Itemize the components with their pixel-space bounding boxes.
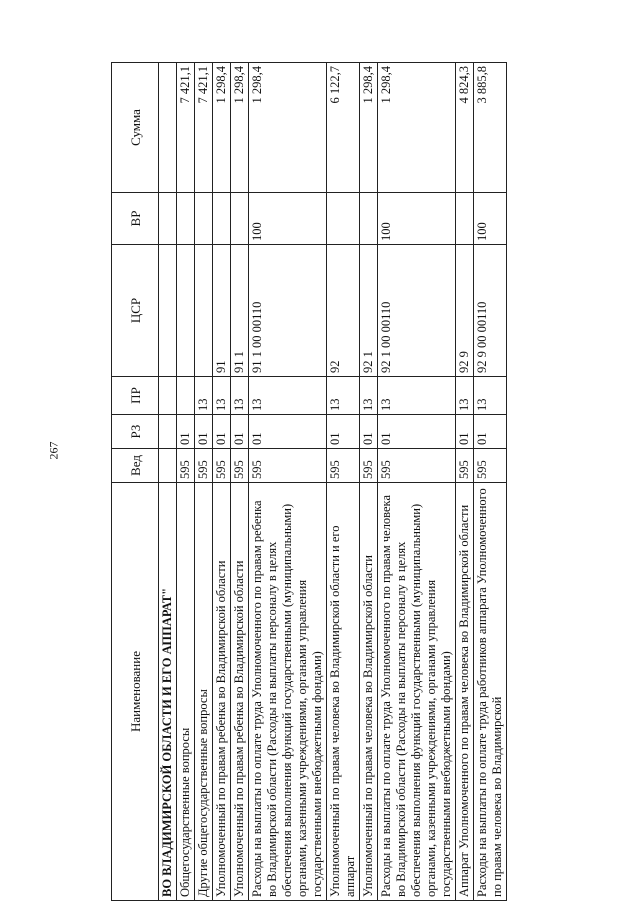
table-row [213, 63, 231, 901]
title-row [159, 63, 177, 901]
cell-name: Другие общегосударственные вопросы [195, 483, 213, 901]
cell-vr: 100 [249, 193, 327, 245]
cell-rz: 01 [231, 415, 249, 449]
cell-rz: 01 [378, 415, 456, 449]
cell-ved: 595 [177, 449, 195, 483]
cell-ved: 595 [474, 449, 507, 483]
cell-ved: 595 [213, 449, 231, 483]
cell-pr: 13 [474, 377, 507, 415]
cell-name: Уполномоченный по правам ребенка во Владимирской области [213, 483, 231, 901]
table-row [231, 63, 249, 901]
cell-sum: 7 421,1 [177, 63, 195, 193]
cell-sum: 3 885,8 [474, 63, 507, 193]
table-row [456, 63, 474, 901]
cell-rz: 01 [195, 415, 213, 449]
cell-rz: 01 [327, 415, 360, 449]
cell-pr [177, 377, 195, 415]
cell-name: Уполномоченный по правам человека во Владимирской области [360, 483, 378, 901]
cell-vr [177, 193, 195, 245]
cell-vr [456, 193, 474, 245]
cell-rz: 01 [249, 415, 327, 449]
cell-pr: 13 [213, 377, 231, 415]
table-row [378, 63, 456, 901]
cell-name: Расходы на выплаты по оплате труда Уполномоченного по правам человека во Владимирской области (Расходы на выплаты персоналу в целях обеспечения выполнения функций государственными (муниципальными) органами, казенными учреждениями, органами управления государственными внебюджетными фондами) [378, 483, 456, 901]
cell-pr: 13 [231, 377, 249, 415]
cell-csr: 92 9 00 00110 [474, 245, 507, 377]
cell-name: Общегосударственные вопросы [177, 483, 195, 901]
cell-rz: 01 [177, 415, 195, 449]
cell-csr: 92 [327, 245, 360, 377]
col-header-rz: РЗ [112, 415, 159, 449]
table-header-row [112, 63, 159, 901]
cell-sum: 7 421,1 [195, 63, 213, 193]
cell-rz: 01 [360, 415, 378, 449]
col-header-ved: Вед [112, 449, 159, 483]
cell-vr [327, 193, 360, 245]
cell-rz: 01 [474, 415, 507, 449]
cell-sum: 4 824,3 [456, 63, 474, 193]
cell-sum: 1 298,4 [249, 63, 327, 193]
rotated-page [111, 63, 632, 901]
cell-pr: 13 [327, 377, 360, 415]
table-row [249, 63, 327, 901]
cell-vr [360, 193, 378, 245]
page-number: 267 [46, 441, 61, 460]
cell-csr: 91 1 [231, 245, 249, 377]
table-row [177, 63, 195, 901]
cell-csr: 91 1 00 00110 [249, 245, 327, 377]
cell-ved: 595 [456, 449, 474, 483]
cell-sum: 1 298,4 [231, 63, 249, 193]
cell-ved: 595 [249, 449, 327, 483]
cell-name: Аппарат Уполномоченного по правам человека во Владимирской области [456, 483, 474, 901]
cell-vr: 100 [474, 193, 507, 245]
cell-sum: 1 298,4 [378, 63, 456, 193]
cell-name: Расходы на выплаты по оплате труда работников аппарата Уполномоченного по правам человека во Владимирской [474, 483, 507, 901]
cell-rz: 01 [213, 415, 231, 449]
cell-csr: 92 9 [456, 245, 474, 377]
cell-ved: 595 [231, 449, 249, 483]
cell-ved: 595 [195, 449, 213, 483]
cell-ved: 595 [378, 449, 456, 483]
col-header-sum: Сумма [112, 63, 159, 193]
cell-sum: 6 122,7 [327, 63, 360, 193]
col-header-pr: ПР [112, 377, 159, 415]
cell-vr [213, 193, 231, 245]
cell-csr: 92 1 00 00110 [378, 245, 456, 377]
cell-sum: 1 298,4 [213, 63, 231, 193]
cell-csr: 92 1 [360, 245, 378, 377]
cell-vr [231, 193, 249, 245]
cell-csr [195, 245, 213, 377]
cell-name: Уполномоченный по правам ребенка во Владимирской области [231, 483, 249, 901]
cell-vr [195, 193, 213, 245]
cell-rz: 01 [456, 415, 474, 449]
cell-pr: 13 [456, 377, 474, 415]
table-row [474, 63, 507, 901]
title-cell: ВО ВЛАДИМИРСКОЙ ОБЛАСТИ И ЕГО АППАРАТ" [159, 483, 177, 901]
cell-pr: 13 [360, 377, 378, 415]
cell-pr: 13 [195, 377, 213, 415]
table-row [327, 63, 360, 901]
cell-vr: 100 [378, 193, 456, 245]
cell-csr [177, 245, 195, 377]
col-header-vr: ВР [112, 193, 159, 245]
col-header-name: Наименование [112, 483, 159, 901]
cell-sum: 1 298,4 [360, 63, 378, 193]
cell-name: Расходы на выплаты по оплате труда Уполномоченного по правам ребенка во Владимирской области (Расходы на выплаты персоналу в целях обеспечения выполнения функций государственными (муниципальными) органами, казенными учреждениями, органами управления государственными внебюджетными фондами) [249, 483, 327, 901]
cell-ved: 595 [360, 449, 378, 483]
table-row [360, 63, 378, 901]
col-header-csr: ЦСР [112, 245, 159, 377]
budget-table [111, 62, 507, 901]
cell-pr: 13 [249, 377, 327, 415]
cell-pr: 13 [378, 377, 456, 415]
cell-ved: 595 [327, 449, 360, 483]
cell-csr: 91 [213, 245, 231, 377]
cell-name: Уполномоченный по правам человека во Владимирской области и его аппарат [327, 483, 360, 901]
table-row [195, 63, 213, 901]
